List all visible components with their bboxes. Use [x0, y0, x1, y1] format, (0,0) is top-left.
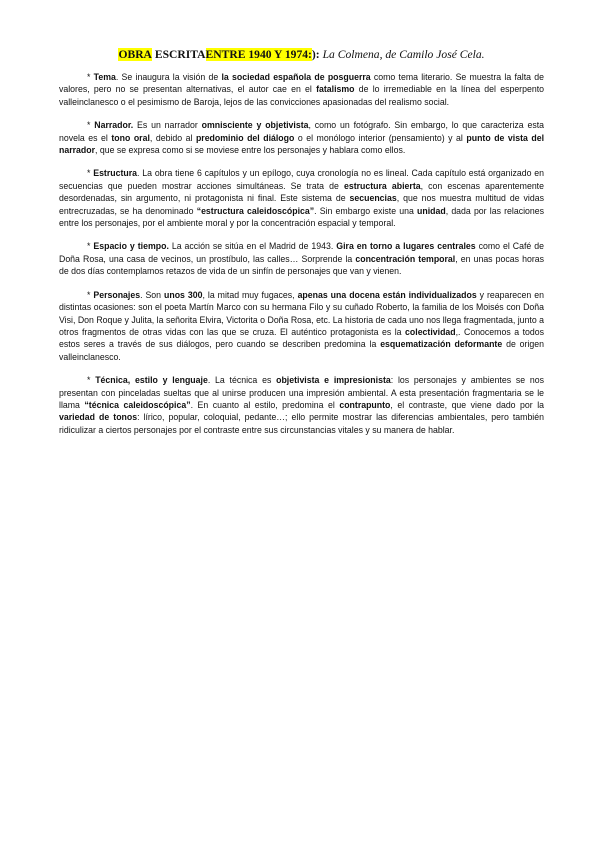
text-run: *: [87, 375, 96, 386]
paragraph-personajes: [59, 289, 544, 363]
text-run: , con escenas aparentemente desordenadas, sin argumento, ni protagonista ni final. Este sistema de: [59, 180, 544, 204]
text-run: de lo irremediable en la línea del esperpento valleinclanesco o el pesimismo de Baroja, lejos de las convicciones apasionadas del realismo social.: [59, 84, 544, 107]
bold-text: unidad: [417, 205, 446, 216]
bold-text: la sociedad española de posguerra: [221, 72, 371, 82]
text-run: , como un fotógrafo. Sin embargo, lo que caracteriza esta novela es el: [59, 120, 545, 143]
text-run: . Son: [140, 289, 165, 300]
bold-text: “estructura caleidoscópica”: [196, 205, 315, 216]
title-work: La Colmena, de Camilo José Cela.: [322, 48, 485, 61]
title-highlight-dates: ENTRE 1940 Y 1974:: [205, 48, 312, 61]
text-run: *: [87, 72, 94, 82]
bold-text: secuencias: [349, 193, 397, 204]
bold-text: unos 300: [164, 289, 203, 300]
title-escrita: ESCRITA: [154, 48, 206, 61]
bold-text: fatalismo: [316, 84, 355, 95]
text-run: , el contraste, que viene dado por la: [390, 399, 545, 410]
bold-text: objetivista e impresionista: [276, 375, 391, 386]
text-run: *: [87, 289, 94, 300]
bold-text: punto de vista del narrador: [59, 132, 545, 156]
paragraph-tecnica: [59, 374, 544, 436]
paragraph-tema: [59, 71, 544, 108]
text-run: , dada por las relaciones entre los personajes, por el ambiente moral y por la concentración espacial y temporal.: [59, 205, 544, 229]
bold-text: Tema: [93, 72, 116, 82]
text-run: , debido al: [149, 132, 196, 143]
text-run: como tema literario. Se muestra la falta de valores, pero no se presentan alternativas, el autor cae en el: [59, 72, 544, 95]
paragraph-narrador: [59, 119, 544, 156]
text-run: , que se expresa como si se moviese entre los personajes y hablara como ellos.: [94, 145, 406, 156]
bold-text: Personajes: [93, 289, 141, 300]
bold-text: Espacio y tiempo.: [93, 241, 169, 252]
text-run: . En cuanto al estilo, predomina el: [190, 399, 340, 410]
text-run: *: [87, 168, 94, 179]
text-run: , en unas pocas horas de dos días contemplamos retazos de vida de un sinfín de personajes que van y vienen.: [59, 253, 544, 277]
text-run: : lírico, popular, coloquial, pedante…; ello permite mostrar las diferencias ambientales, pero también ridiculizar a ciertos personajes por el contraste entre sus circunstancias vitales y su manera de hablar.: [59, 412, 544, 435]
bold-text: variedad de tonos: [59, 412, 138, 423]
text-run: : los personajes y ambientes se nos presentan con pinceladas sueltas que al unirse producen una impresión ambiental. A esta presentación fragmentaria se le llama: [59, 375, 544, 410]
bold-text: Narrador.: [94, 120, 134, 131]
text-run: La acción se sitúa en el Madrid de 1943.: [168, 241, 337, 252]
paragraph-estructura: [59, 167, 544, 229]
bold-text: esquematización deformante: [380, 339, 503, 350]
bold-text: “técnica caleidoscópica”: [84, 399, 191, 410]
bold-text: tono oral: [111, 132, 150, 143]
bold-text: predominio del diálogo: [195, 132, 295, 143]
text-run: de origen valleinclanesco.: [59, 339, 545, 362]
text-run: o el monólogo interior (pensamiento) y al: [294, 132, 467, 143]
bold-text: omnisciente y objetivista: [201, 120, 309, 131]
bold-text: contrapunto: [339, 399, 391, 410]
title-highlight-obra: OBRA: [118, 48, 152, 61]
paragraph-espacio: [59, 240, 544, 277]
text-run: *: [87, 241, 94, 252]
document-title: [59, 48, 544, 62]
text-run: . La técnica es: [207, 375, 277, 386]
bold-text: concentración temporal: [355, 253, 456, 264]
bold-text: apenas una docena están individualizados: [297, 289, 477, 300]
text-run: ,. Conocemos a todos estos seres a través de sus diálogos, pero cuando se describen predomina la: [59, 326, 544, 350]
sections-container: [59, 71, 544, 436]
text-run: , que nos muestra multitud de vidas entrecruzadas, se ha denominado: [59, 193, 544, 216]
text-run: *: [87, 120, 95, 131]
text-run: . La obra tiene 6 capítulos y un epílogo, cuya cronología no es lineal. Cada capítulo está organizado en secuencias que pueden mostrar acciones simultáneas. Se trata de: [59, 168, 544, 191]
text-run: como el Café de Doña Rosa, una casa de vecinos, un prostíbulo, las calles… Sorprende la: [59, 241, 544, 264]
bold-text: estructura abierta: [343, 180, 421, 191]
bold-text: Técnica, estilo y lenguaje: [95, 375, 208, 386]
text-run: , la mitad muy fugaces,: [202, 289, 298, 300]
bold-text: Gira en torno a lugares centrales: [336, 241, 476, 252]
text-run: . Sin embargo existe una: [314, 205, 418, 216]
bold-text: colectividad: [405, 326, 456, 337]
bold-text: Estructura: [93, 168, 137, 179]
title-colon: ):: [311, 48, 320, 61]
text-run: . Se inaugura la visión de: [115, 72, 222, 82]
text-run: Es un narrador: [133, 120, 202, 131]
text-run: y reaparecen en distintas ocasiones: son el poeta Martín Marco con su hermana Filo y su cuñado Roberto, la familia de los Moisés con Doña Visi, Don Roque y Julita, la señorita Elvira, Victorita o Doña Rosa, etc. La historia de cada uno nos llega fragmentada, junto a otros fragmentos de otras vidas con las que se cruza. El auténtico protagonista es la: [59, 289, 544, 337]
